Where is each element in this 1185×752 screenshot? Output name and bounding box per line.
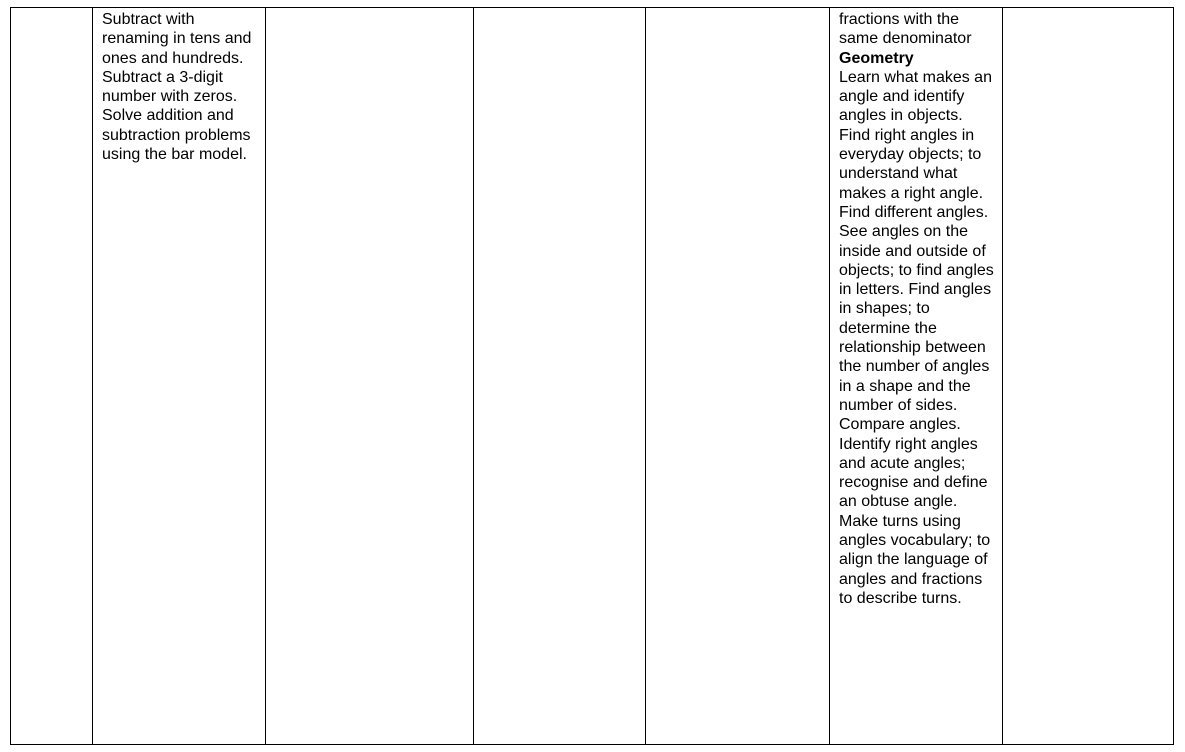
cell-4 <box>474 8 646 745</box>
curriculum-table <box>10 7 1174 745</box>
fractions-text: fractions with the same denominator <box>839 11 972 48</box>
cell-3 <box>266 8 474 745</box>
cell-geometry <box>830 8 1003 745</box>
cell-1 <box>11 8 93 745</box>
cell-5 <box>646 8 830 745</box>
table-row <box>11 8 1174 745</box>
subtraction-text: Subtract with renaming in tens and ones and hundreds. Subtract a 3-digit number with zeros. Solve addition and subtraction problems using the bar model. <box>102 11 252 164</box>
cell-7 <box>1003 8 1174 745</box>
geometry-heading: Geometry <box>839 49 914 67</box>
cell-subtraction <box>93 8 266 745</box>
geometry-text: Learn what makes an angle and identify angles in objects. Find right angles in everyday objects; to understand what makes a right angle. Find different angles. See angles on the inside and outside of objects; to find angles in letters. Find angles in shapes; to determine the relationship between the number of angles in a shape and the number of sides. Compare angles. Identify right angles and acute angles; recognise and define an obtuse angle. Make turns using angles vocabulary; to align the language of angles and fractions to describe turns. <box>839 68 994 607</box>
